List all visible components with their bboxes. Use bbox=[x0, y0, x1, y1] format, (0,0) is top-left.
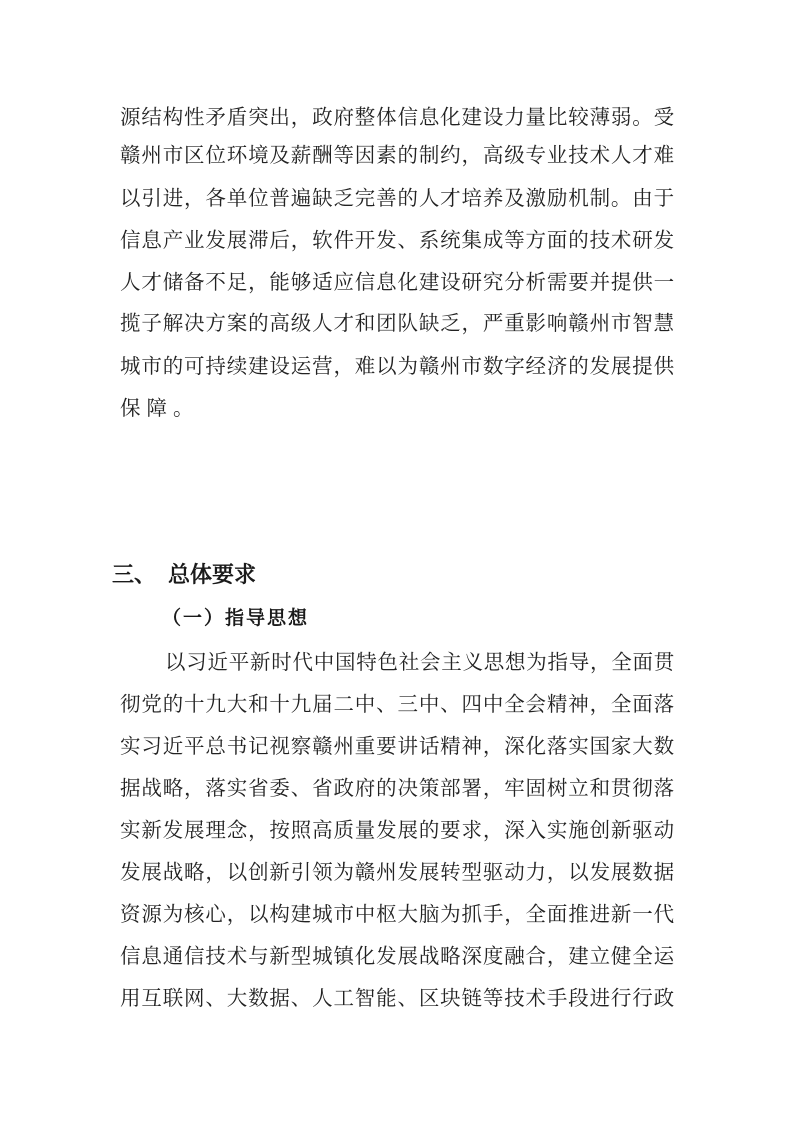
text-line: 信​息​通​信​技​术​与​新​型​城​镇​化​发​展​战​略​深​度​融​合​，​建​立​健​全​运 bbox=[120, 944, 674, 968]
subsection-heading: （一）指导思想 bbox=[162, 607, 310, 629]
text-line: 彻​党​的​十​九​大​和​十​九​届​二​中​、​三​中​、​四​中​全​会​精​神​，​全​面​落 bbox=[120, 692, 674, 716]
text-line: 信​息​产​业​发​展​滞​后​，​软​件​开​发​、​系​统​集​成​等​方​面​的​技​术​研​发 bbox=[120, 228, 674, 252]
text-line: 赣​州​市​区​位​环​境​及​薪​酬​等​因​素​的​制​约​，​高​级​专​业​技​术​人​才​难 bbox=[120, 143, 674, 167]
text-line: 以​引​进​，​各​单​位​普​遍​缺​乏​完​善​的​人​才​培​养​及​激​励​机​制​。​由​于 bbox=[120, 186, 674, 210]
text-line: 揽​子​解​决​方​案​的​高​级​人​才​和​团​队​缺​乏​，​严​重​影​响​赣​州​市​智​慧 bbox=[120, 311, 674, 335]
text-line: 实​习​近​平​总​书​记​视​察​赣​州​重​要​讲​话​精​神​，​深​化​落​实​国​家​大​数 bbox=[120, 734, 674, 758]
text-line: 以​习​近​平​新​时​代​中​国​特​色​社​会​主​义​思​想​为​指​导​，​全​面​贯 bbox=[165, 650, 674, 674]
section-title: 总体要求 bbox=[168, 563, 257, 588]
text-line: 据​战​略​，​落​实​省​委​、​省​政​府​的​决​策​部​署​，​牢​固​树​立​和​贯​彻​落 bbox=[120, 776, 674, 800]
text-line: 保障。 bbox=[120, 396, 200, 420]
text-line: 源​结​构​性​矛​盾​突​出​，​政​府​整​体​信​息​化​建​设​力​量​比​较​薄​弱​。​受 bbox=[120, 105, 674, 129]
text-line: 人​才​储​备​不​足​，​能​够​适​应​信​息​化​建​设​研​究​分​析​需​要​并​提​供​一 bbox=[120, 270, 674, 294]
section-number: 三、 bbox=[112, 563, 157, 588]
text-line: 实​新​发​展​理​念​，​按​照​高​质​量​发​展​的​要​求​，​深​入​实​施​创​新​驱​动 bbox=[120, 818, 674, 842]
text-line: 用​互​联​网​、​大​数​据​、​人​工​智​能​、​区​块​链​等​技​术​手​段​进​行​行​政 bbox=[120, 986, 674, 1010]
text-line: 发​展​战​略​，​以​创​新​引​领​为​赣​州​发​展​转​型​驱​动​力​，​以​发​展​数​据 bbox=[120, 860, 674, 884]
section-heading bbox=[112, 556, 256, 596]
text-line: 资​源​为​核​心​，​以​构​建​城​市​中​枢​大​脑​为​抓​手​，​全​面​推​进​新​一​代 bbox=[120, 902, 674, 926]
text-line: 城​市​的​可​持​续​建​设​运​营​，​难​以​为​赣​州​市​数​字​经​济​的​发​展​提​供 bbox=[120, 354, 674, 378]
